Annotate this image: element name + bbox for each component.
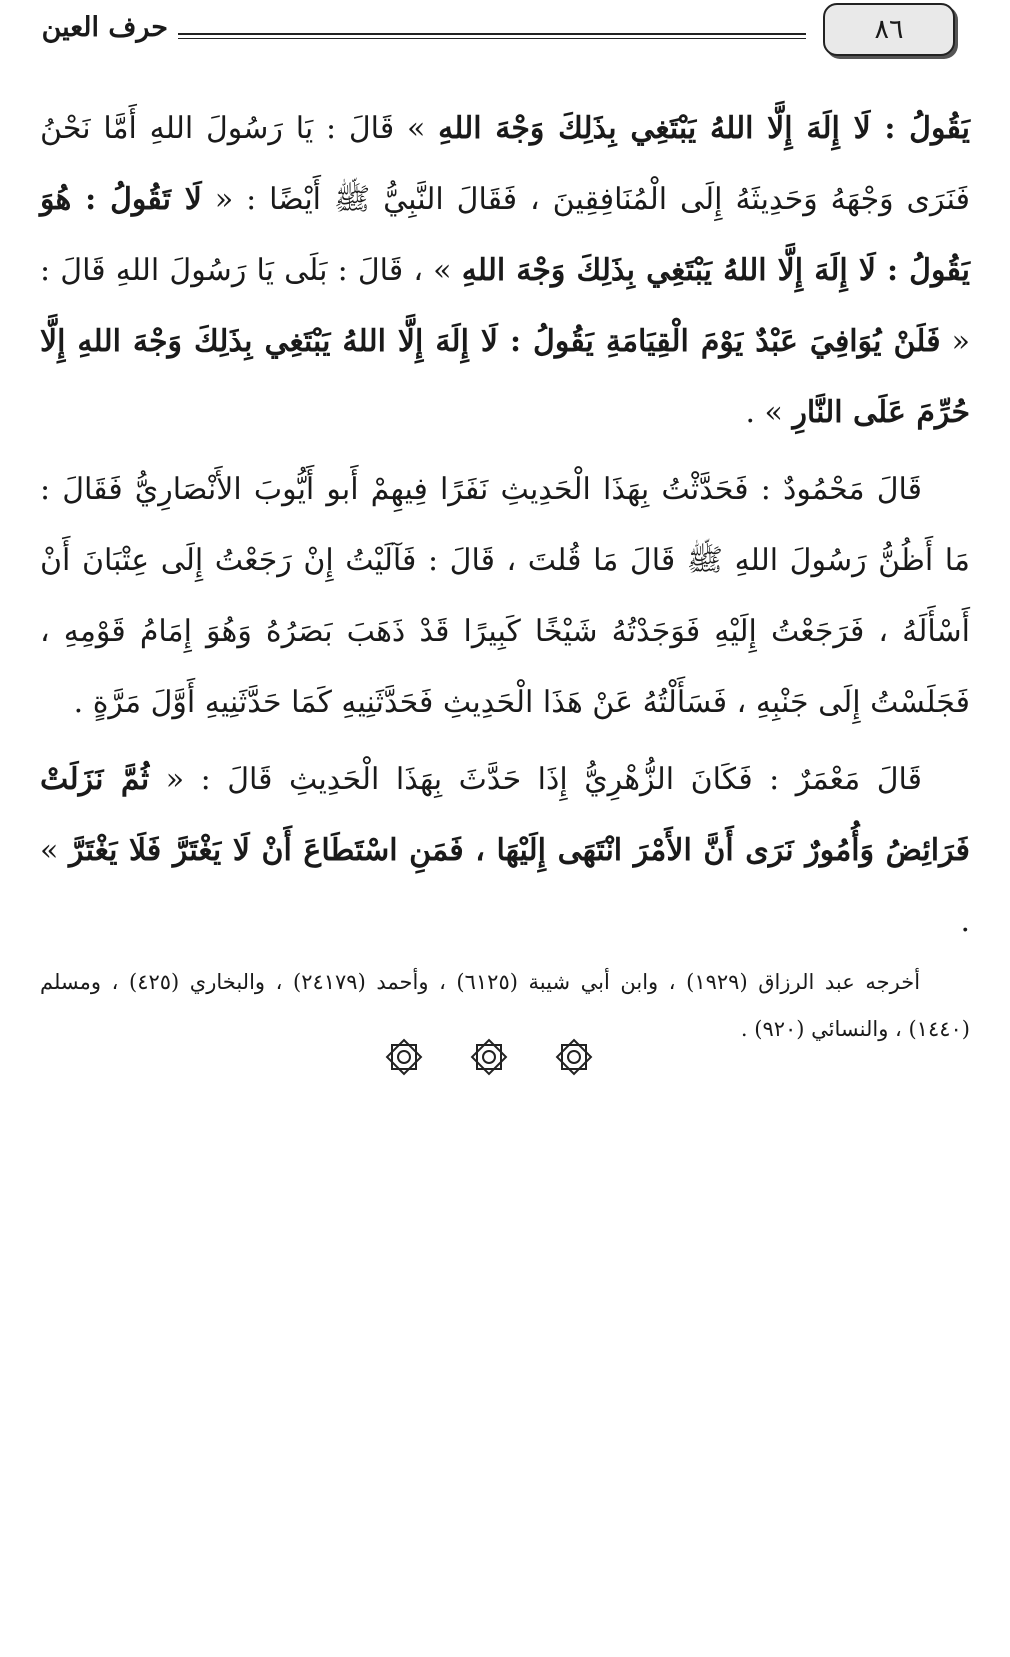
eight-point-star-icon xyxy=(384,1037,424,1077)
header-divider xyxy=(178,33,806,35)
narration-text: » . xyxy=(40,833,970,939)
hadith-quote: فَلَنْ يُوَافِيَ عَبْدٌ يَوْمَ الْقِيَامَةِ يَقُولُ : لَا إِلَهَ إِلَّا اللهُ يَبْتَغِي بِذَلِكَ وَجْهَ اللهِ إِلَّا حُرِّمَ عَلَى النَّارِ xyxy=(40,324,970,430)
paragraph-3 xyxy=(40,744,970,957)
narration-text: » . xyxy=(745,395,793,430)
paragraph-1 xyxy=(40,93,970,448)
eight-point-star-icon xyxy=(554,1037,594,1077)
chapter-title: حرف العين xyxy=(41,12,168,43)
eight-point-star-icon xyxy=(469,1037,509,1077)
page-number-badge xyxy=(823,3,955,56)
section-end-ornaments xyxy=(384,1035,594,1079)
hadith-quote: يَقُولُ : لَا إِلَهَ إِلَّا اللهُ يَبْتَغِي بِذَلِكَ وَجْهَ اللهِ xyxy=(438,111,971,146)
footnote: أخرجه عبد الرزاق (١٩٢٩) ، وابن أبي شيبة (٦١٢٥) ، وأحمد (٢٤١٧٩) ، والبخاري (٤٢٥) ، ومسلم (١٤٤٠) ، والنسائي (٩٢٠) . xyxy=(40,970,970,1041)
hadith-quote: ثُمَّ نَزَلَتْ فَرَائِضُ وَأُمُورٌ نَرَى أَنَّ الأَمْرَ انْتَهَى إِلَيْهَا ، فَمَنِ اسْتَطَاعَ أَنْ لَا يَغْتَرَّ فَلَا يَغْتَرَّ xyxy=(40,762,971,868)
page-number: ٨٦ xyxy=(874,14,904,45)
narration-text: » قَالَ : يَا رَسُولَ اللهِ أَمَّا نَحْنُ فَنَرَى وَجْهَهُ وَحَدِيثَهُ إِلَى الْمُنَافِقِينَ ، فَقَالَ النَّبِيُّ ﷺ أَيْضًا : « xyxy=(40,111,970,217)
narration-text: » ، قَالَ : بَلَى يَا رَسُولَ اللهِ قَالَ : « xyxy=(40,253,970,359)
page-body xyxy=(40,93,970,1074)
narration-text: قَالَ مَعْمَرٌ : فَكَانَ الزُّهْرِيُّ إِذَا حَدَّثَ بِهَذَا الْحَدِيثِ قَالَ : « xyxy=(149,762,922,797)
hadith-quote: لَا تَقُولُ : هُوَ يَقُولُ : لَا إِلَهَ إِلَّا اللهُ يَبْتَغِي بِذَلِكَ وَجْهَ اللهِ xyxy=(40,182,970,288)
paragraph-2: قَالَ مَحْمُودٌ : فَحَدَّثْتُ بِهَذَا الْحَدِيثِ نَفَرًا فِيهِمْ أَبو أَيُّوبَ الأَنْصَارِيُّ فَقَالَ : مَا أَظُنُّ رَسُولَ اللهِ ﷺ قَالَ مَا قُلتَ ، قَالَ : فَآلَيْتُ إِنْ رَجَعْتُ إِلَى عِتْبَانَ أَنْ أَسْأَلَهُ ، فَرَجَعْتُ إِلَيْهِ فَوَجَدْتُهُ شَيْخًا كَبِيرًا قَدْ ذَهَبَ بَصَرُهُ وَهُوَ إِمَامُ قَوْمِهِ ، فَجَلَسْتُ إِلَى جَنْبِهِ ، فَسَأَلْتُهُ عَنْ هَذَا الْحَدِيثِ فَحَدَّثَنِيهِ كَمَا حَدَّثَنِيهِ أَوَّلَ مَرَّةٍ . xyxy=(40,472,970,720)
